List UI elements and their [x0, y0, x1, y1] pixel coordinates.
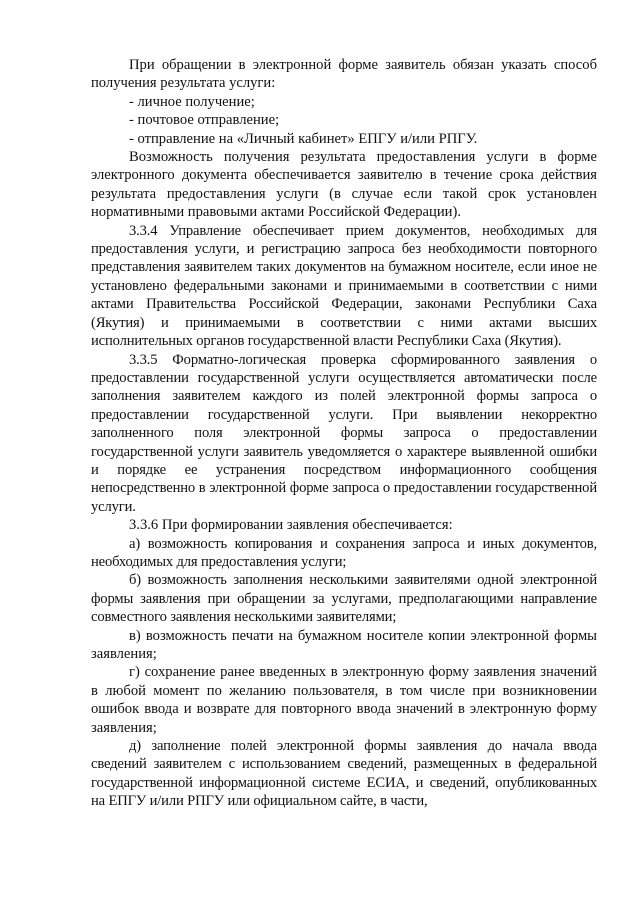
- document-page: [91, 56, 597, 811]
- paragraph-delivery-method: При обращении в электронной форме заявитель обязан указать способ получения результата услуги:: [91, 57, 597, 92]
- paragraph-3-3-4: 3.3.4 Управление обеспечивает прием документов, необходимых для предоставления услуги, и регистрацию запроса без необходимости повторного представления заявителем таких документов на бумажном носителе, если иное не установлено федеральными законами и принимаемыми в соответствии с ними актами Правительства Российской Федерации, законами Республики Саха (Якутия) и принимаемыми в соответствии с ними актами высших исполнительных органов государственной власти Республики Саха (Якутия).: [91, 222, 597, 350]
- paragraph-item-b: б) возможность заполнения несколькими заявителями одной электронной формы заявления при обращении за услугами, предполагающими направление совместного заявления несколькими заявителями;: [91, 572, 597, 626]
- paragraph-item-a: а) возможность копирования и сохранения запроса и иных документов, необходимых для предоставления услуги;: [91, 535, 597, 570]
- paragraph-3-3-6: 3.3.6 При формировании заявления обеспечивается:: [129, 517, 453, 534]
- paragraph-item-d: д) заполнение полей электронной формы заявления до начала ввода сведений заявителем с использованием сведений, размещенных в федеральной государственной информационной системе ЕСИА, и сведений, опубликованных на ЕПГУ и/или РПГУ или официальном сайте, в части,: [91, 738, 597, 810]
- paragraph-3-3-5: 3.3.5 Форматно-логическая проверка сформированного заявления о предоставлении государственной услуги осуществляется автоматически после заполнения заявителем каждого из полей электронной формы запроса о предоставлении государственной услуги. При выявлении некорректно заполненного поля электронной формы запроса о предоставлении государственной услуги заявитель уведомляется о характере выявленной ошибки и порядке ее устранения посредством информационного сообщения непосредственно в электронной форме запроса о предоставлении государственной услуги.: [91, 351, 597, 515]
- paragraph-electronic-result: Возможность получения результата предоставления услуги в форме электронного документа обеспечивается заявителю в течение срока действия результата предоставления услуги (в случае если такой срок установлен нормативными правовыми актами Российской Федерации).: [91, 149, 597, 221]
- list-item-postal: - почтовое отправление;: [129, 112, 280, 129]
- paragraph-item-v: в) возможность печати на бумажном носителе копии электронной формы заявления;: [91, 627, 597, 662]
- list-item-cabinet: - отправление на «Личный кабинет» ЕПГУ и/или РПГУ.: [129, 130, 478, 147]
- paragraph-item-g: г) сохранение ранее введенных в электронную форму заявления значений в любой момент по желанию пользователя, в том числе при возникновении ошибок ввода и возврате для повторного ввода значений в электронную форму заявления;: [91, 664, 597, 736]
- list-item-personal: - личное получение;: [129, 93, 255, 110]
